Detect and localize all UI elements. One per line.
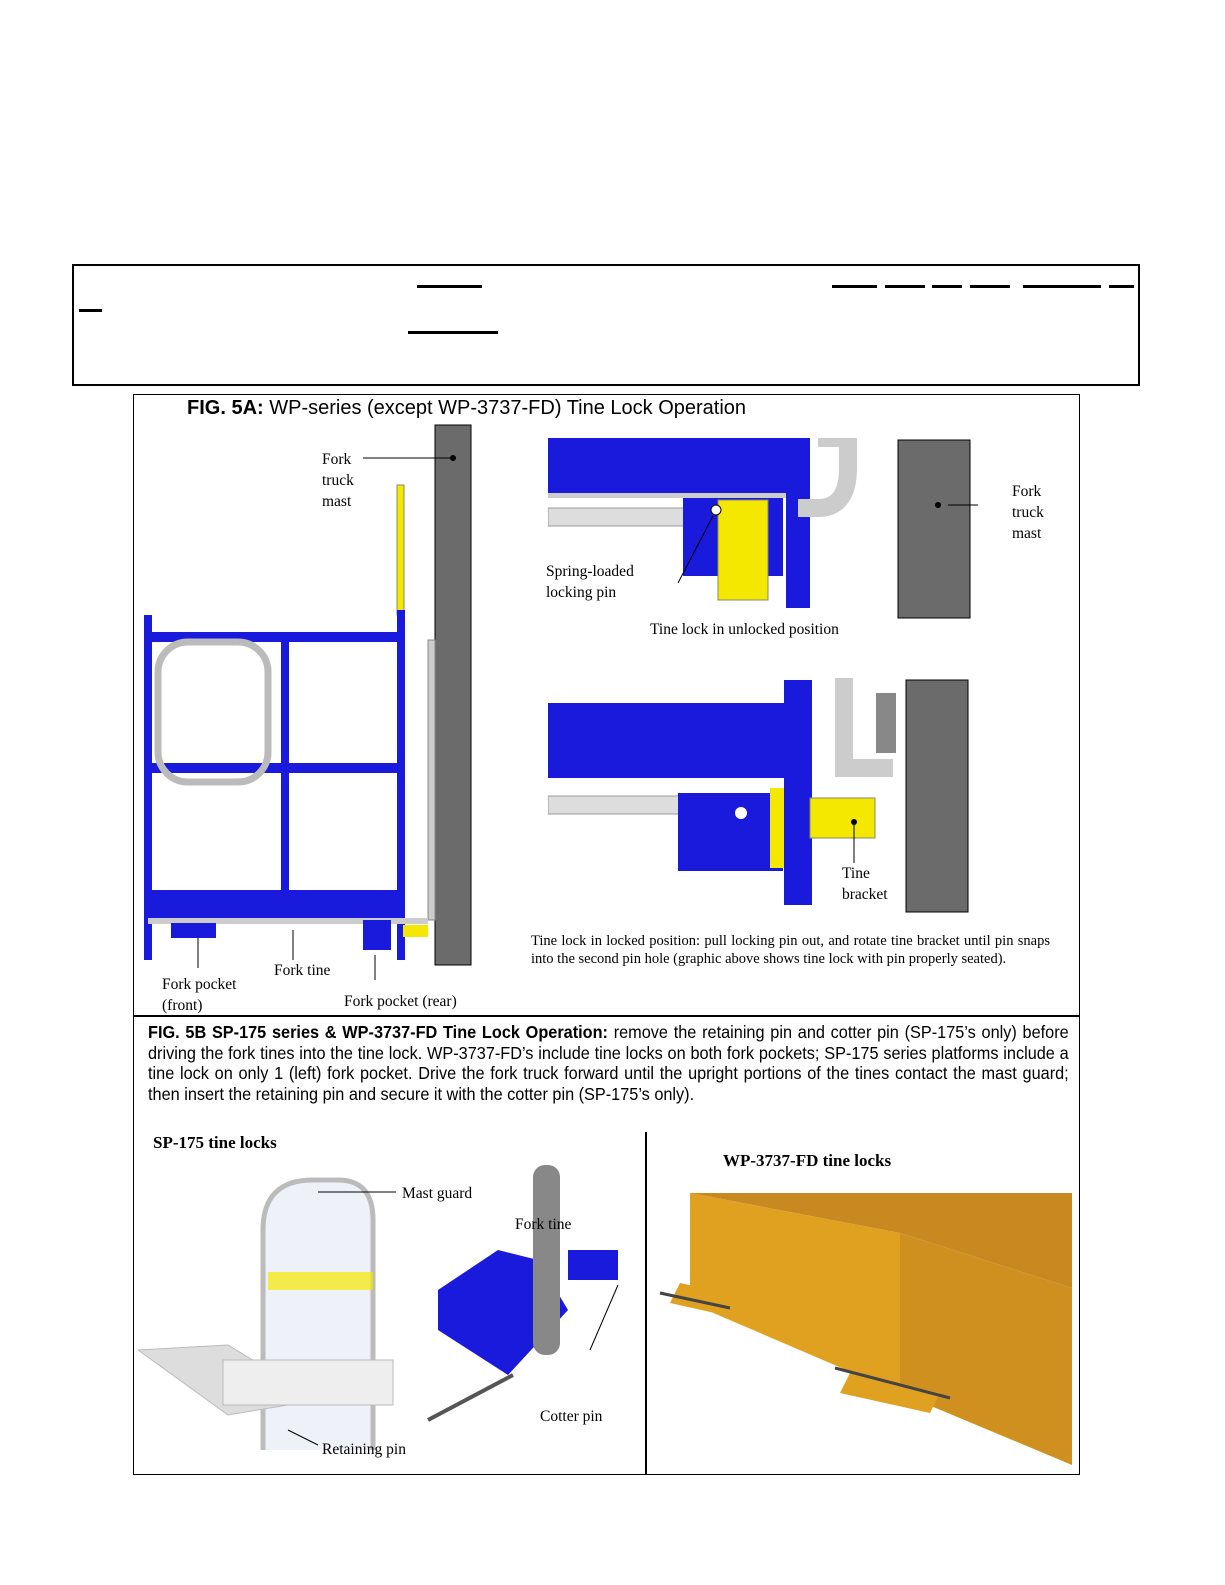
underline	[932, 285, 962, 288]
wp3737-title: WP-3737-FD tine locks	[723, 1151, 892, 1170]
locked-illustration	[548, 678, 978, 918]
underline	[408, 331, 498, 334]
label-fork-truck-mast: Fork truck mast	[322, 451, 354, 510]
fig5b-description: FIG. 5B SP-175 series & WP-3737-FD Tine Lock Operation: remove the retaining pin and cotter pin (SP-175’s only) before driving the fork tines into the tine lock. WP-3737-FD’s include tine locks on both fork pockets; SP-175 series platforms include a tine lock on only 1 (left) fork pocket. Drive the fork truck forward until the upright portions of the tines contact the mast guard; then insert the retaining pin and secure it with the cotter pin (SP-175’s only).	[148, 1022, 1069, 1104]
label-cotter-pin: Cotter pin	[540, 1408, 603, 1425]
underline	[1023, 285, 1101, 288]
label-fork-pocket-front: Fork pocket (front)	[162, 976, 237, 1014]
underline	[970, 285, 1010, 288]
label-fork-tine: Fork tine	[274, 962, 331, 979]
underline	[832, 285, 877, 288]
underline	[1109, 285, 1134, 288]
label-mast-guard: Mast guard	[402, 1185, 473, 1202]
label-fork-truck-mast-right: Fork truck mast	[1012, 483, 1044, 542]
sp175-title: SP-175 tine locks	[153, 1133, 277, 1152]
label-spring-loaded-pin: Spring-loaded locking pin	[546, 563, 634, 601]
label-retaining-pin: Retaining pin	[322, 1441, 406, 1458]
unlocked-caption: Tine lock in unlocked position	[650, 621, 839, 638]
divider	[133, 1015, 1080, 1017]
label-tine-bracket: Tine bracket	[842, 865, 888, 903]
underline	[79, 309, 102, 312]
platform-illustration	[138, 420, 478, 980]
divider	[645, 1132, 647, 1474]
wp3737-photo	[650, 1193, 1072, 1465]
locked-caption: Tine lock in locked position: pull locking pin out, and rotate tine bracket until pin snaps into the second pin hole (graphic above shows tine lock with pin properly seated).	[531, 933, 1050, 967]
fig5a-title: FIG. 5A: WP-series (except WP-3737-FD) Tine Lock Operation	[187, 397, 747, 419]
underline	[885, 285, 925, 288]
label-fork-tine-5b: Fork tine	[515, 1216, 572, 1233]
label-fork-pocket-rear: Fork pocket (rear)	[344, 993, 457, 1010]
underline	[417, 285, 482, 288]
notice-box	[72, 264, 1140, 386]
